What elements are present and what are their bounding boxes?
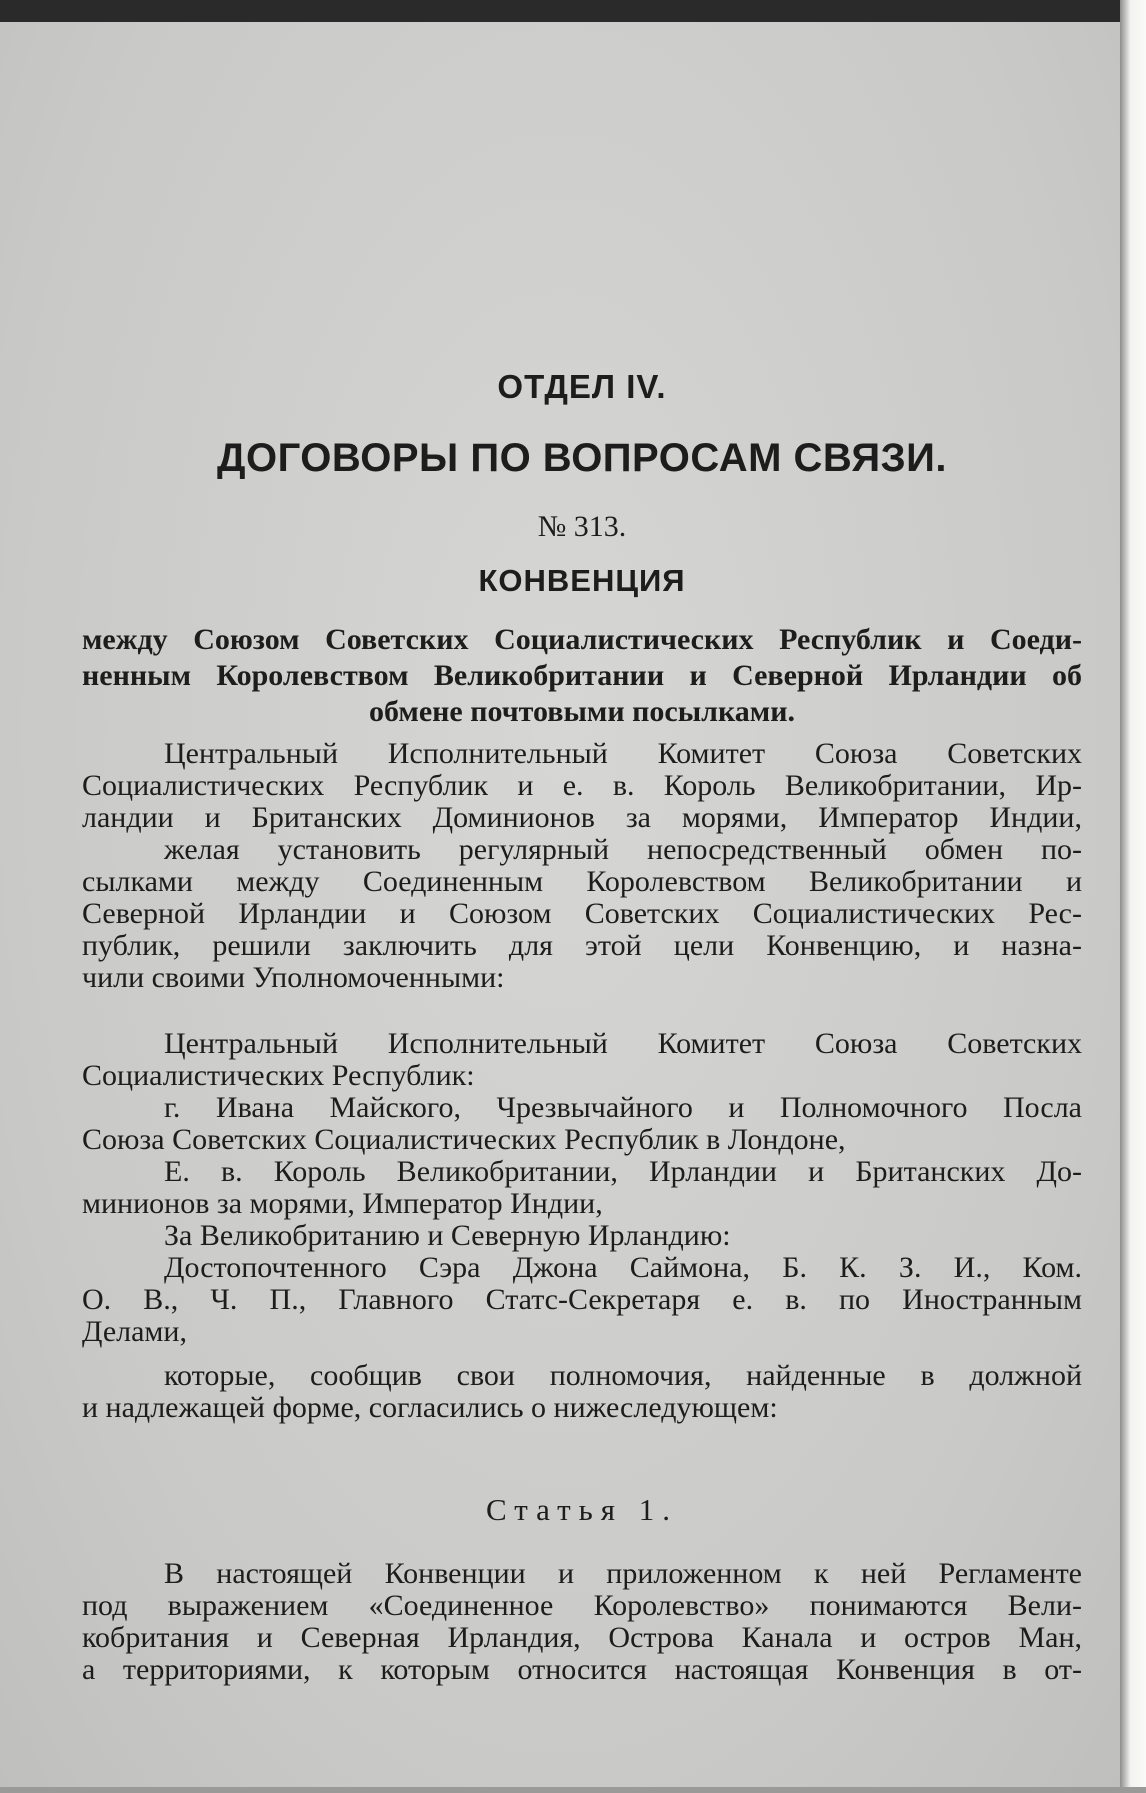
article-heading: Статья 1. — [485, 1492, 679, 1527]
text-line: Достопочтенного Сэра Джона Саймона, Б. К. З. И., Ком. — [164, 1251, 1082, 1284]
text-line: минионов за морями, Император Индии, — [82, 1187, 603, 1220]
page-edge — [1120, 0, 1146, 1793]
text-line: желая установить регулярный непосредственный обмен по- — [164, 833, 1082, 866]
text-line: Северной Ирландии и Союзом Советских Социалистических Рес- — [82, 897, 1082, 930]
text-line: публик, решили заключить для этой цели Конвенцию, и назна- — [82, 929, 1082, 962]
section-title: ДОГОВОРЫ ПО ВОПРОСАМ СВЯЗИ. — [217, 436, 947, 480]
text-line: Делами, — [82, 1315, 187, 1348]
document-page — [0, 22, 1120, 1793]
preamble-paragraph — [82, 738, 1082, 994]
text-line: Центральный Исполнительный Комитет Союза Советских — [164, 1027, 1082, 1060]
plenipotentiaries-paragraph — [82, 1028, 1082, 1348]
text-line: сылками между Соединенным Королевством Великобритании и — [82, 865, 1082, 898]
text-line: Е. в. Король Великобритании, Ирландии и Британских До- — [164, 1155, 1082, 1188]
text-line: О. В., Ч. П., Главного Статс-Секретаря е. в. по Иностранным — [82, 1283, 1082, 1316]
text-line: под выражением «Соединенное Королевство» понимаются Вели- — [82, 1589, 1082, 1622]
text-line: а территориями, к которым относится настоящая Конвенция в от- — [82, 1653, 1082, 1686]
text-line: За Великобританию и Северную Ирландию: — [164, 1219, 731, 1252]
text-line: Центральный Исполнительный Комитет Союза Советских — [164, 737, 1082, 770]
subtitle-line: ненным Королевством Великобритании и Северной Ирландии об — [82, 659, 1082, 692]
document-type: КОНВЕНЦИЯ — [478, 563, 686, 598]
text-line: Социалистических Республик: — [82, 1059, 475, 1092]
text-line: чили своими Уполномоченными: — [82, 961, 505, 994]
page-bottom-edge — [0, 1787, 1146, 1793]
agreement-paragraph — [82, 1360, 1082, 1424]
text-line: которые, сообщив свои полномочия, найденные в должной — [164, 1359, 1082, 1392]
text-line: ландии и Британских Доминионов за морями, Император Индии, — [82, 801, 1082, 834]
document-number: № 313. — [537, 510, 627, 543]
subtitle-line: между Союзом Советских Социалистических Республик и Соеди- — [82, 623, 1082, 656]
section-label: ОТДЕЛ IV. — [497, 368, 667, 405]
text-line: Социалистических Республик и е. в. Король Великобритании, Ир- — [82, 769, 1082, 802]
text-line: В настоящей Конвенции и приложенном к ней Регламенте — [164, 1557, 1082, 1590]
article-1-paragraph — [82, 1558, 1082, 1686]
text-line: Союза Советских Социалистических Республик в Лондоне, — [82, 1123, 846, 1156]
text-line: г. Ивана Майского, Чрезвычайного и Полномочного Посла — [164, 1091, 1082, 1124]
convention-subtitle — [82, 622, 1082, 730]
text-line: кобритания и Северная Ирландия, Острова Канала и остров Ман, — [82, 1621, 1082, 1654]
text-line: и надлежащей форме, согласились о нижеследующем: — [82, 1391, 778, 1424]
subtitle-line: обмене почтовыми посылками. — [368, 695, 796, 728]
